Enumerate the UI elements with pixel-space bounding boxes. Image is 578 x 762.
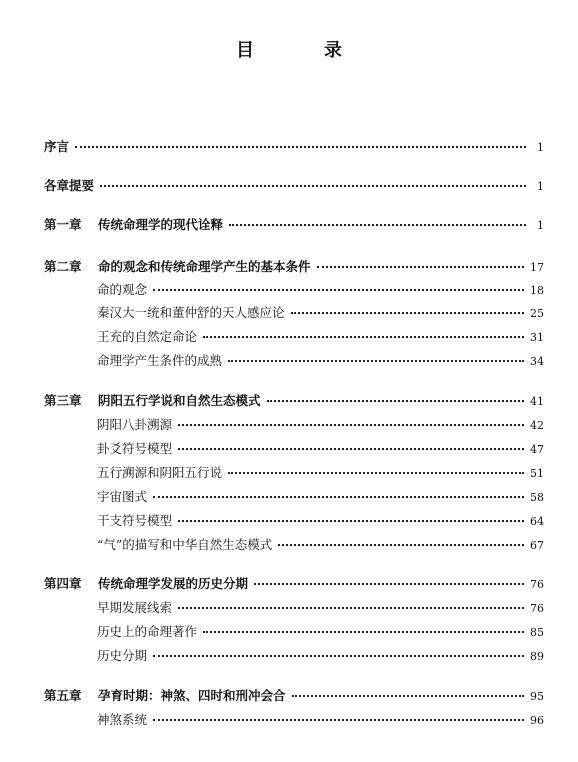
toc-entry-title: 孕育时期：神煞、四时和刑冲会合 [98,688,286,703]
toc-page-number: 76 [530,578,544,591]
toc-page-number: 18 [530,284,544,297]
toc-entry-title: 传统命理学的现代诠释 [98,217,224,232]
dot-leader [153,719,524,721]
page-title: 目 录 [236,40,368,61]
toc-entry-title: 卦爻符号模型 [97,441,173,456]
toc-page-number: 89 [530,650,544,663]
toc-chapter-5[interactable] [44,688,544,705]
toc-section[interactable] [97,329,544,346]
toc-page-number: 1 [537,180,544,193]
toc-chapter-2[interactable] [44,259,544,276]
dot-leader [291,312,524,314]
toc-section[interactable] [97,624,544,641]
dot-leader [178,607,524,609]
toc-entry-summaries[interactable] [44,178,544,195]
dot-leader [317,266,524,268]
dot-leader [178,424,524,426]
toc-page-number: 95 [530,690,544,703]
toc-page-number: 31 [530,331,544,344]
dot-leader [153,655,524,657]
toc-page-number: 67 [530,539,544,552]
dot-leader [203,336,524,338]
toc-entry-title: 各章提要 [44,178,95,193]
toc-chapter-number: 第二章 [44,259,82,274]
dot-leader [228,360,524,362]
toc-page-number: 1 [537,141,544,154]
toc-page-number: 47 [530,443,544,456]
toc-entry-title: 干支符号模型 [97,513,173,528]
toc-chapter-4[interactable] [44,576,544,593]
toc-section[interactable] [97,513,544,530]
toc-chapter-3[interactable] [44,393,544,410]
toc-entry-preface[interactable] [44,139,544,156]
toc-page-number: 76 [530,602,544,615]
toc-page-number: 51 [530,467,544,480]
toc-entry-title: 传统命理学发展的历史分期 [98,576,249,591]
toc-entry-title: 秦汉大一统和董仲舒的天人感应论 [97,305,285,320]
toc-entry-title: “气”的描写和中华自然生态模式 [97,537,273,552]
dot-leader [228,472,524,474]
dot-leader [278,544,524,546]
toc-entry-title: 命的观念和传统命理学产生的基本条件 [98,259,311,274]
dot-leader [100,185,526,187]
dot-leader [203,631,524,633]
toc-page-number: 42 [530,419,544,432]
dot-leader [229,224,526,226]
toc-page-number: 34 [530,355,544,368]
dot-leader [178,448,524,450]
toc-entry-title: 命的观念 [97,282,148,297]
toc-section[interactable] [97,600,544,617]
toc-entry-title: 五行溯源和阴阳五行说 [97,465,223,480]
toc-chapter-number: 第三章 [44,393,82,408]
toc-page-number: 96 [530,714,544,727]
toc-page-number: 64 [530,515,544,528]
dot-leader [267,400,524,402]
toc-page-number: 1 [537,219,544,232]
toc-section[interactable] [97,282,544,299]
toc-section[interactable] [97,537,544,554]
toc-section[interactable] [97,353,544,370]
toc-page-number: 41 [530,395,544,408]
toc-section[interactable] [97,712,544,729]
toc-chapter-number: 第五章 [44,688,82,703]
toc-entry-title: 历史上的命理著作 [97,624,198,639]
toc-page-number: 25 [530,307,544,320]
toc-chapter-number: 第四章 [44,576,82,591]
toc-section[interactable] [97,417,544,434]
toc-chapter-number: 第一章 [44,217,82,232]
toc-section[interactable] [97,489,544,506]
dot-leader [153,289,524,291]
toc-section[interactable] [97,648,544,665]
toc-entry-title: 序言 [44,139,70,154]
toc-chapter-1[interactable] [44,217,544,234]
toc-entry-title: 王充的自然定命论 [97,329,198,344]
toc-entry-title: 命理学产生条件的成熟 [97,353,223,368]
toc-entry-title: 阴阳五行学说和自然生态模式 [98,393,261,408]
toc-page-number: 85 [530,626,544,639]
toc-page-number: 58 [530,491,544,504]
toc-section[interactable] [97,305,544,322]
toc-entry-title: 阴阳八卦溯源 [97,417,173,432]
dot-leader [292,695,524,697]
toc-entry-title: 历史分期 [97,648,148,663]
dot-leader [153,496,524,498]
toc-entry-title: 早期发展线索 [97,600,173,615]
toc-section[interactable] [97,441,544,458]
toc-entry-title: 宇宙图式 [97,489,148,504]
toc-entry-title: 神煞系统 [97,712,148,727]
toc-section[interactable] [97,465,544,482]
toc-page-number: 17 [530,261,544,274]
dot-leader [75,146,526,148]
dot-leader [254,583,524,585]
dot-leader [178,520,524,522]
